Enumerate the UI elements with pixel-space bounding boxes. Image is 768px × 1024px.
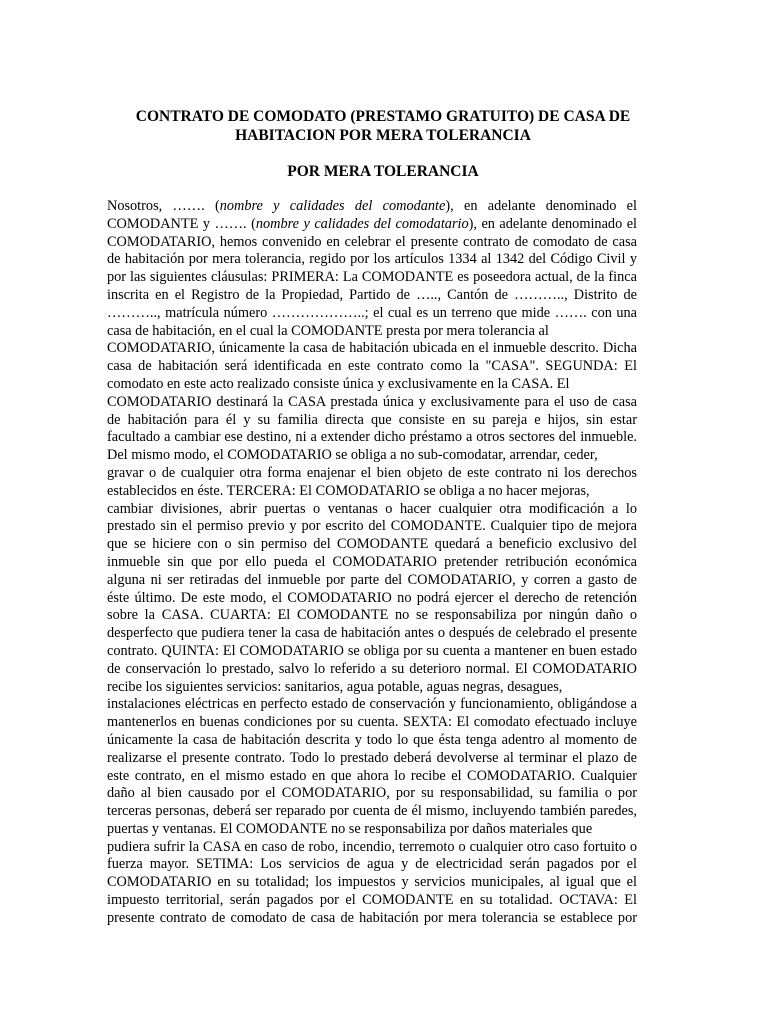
document-subtitle: POR MERA TOLERANCIA [287,163,479,180]
contract-line: realizarse el presente contrato. Todo lo prestado deberá devolverse al terminar el plazo de [107,749,637,766]
contract-line: daño al bien causado por el COMODATARIO, por su responsabilidad, su familia o por [107,785,637,802]
contract-line [107,216,637,234]
contract-line: facultado a cambiar ese destino, ni a extender dicho préstamo a otros sectores del inmueble. [107,429,637,446]
contract-text: COMODANTE y ……. ( [107,215,256,232]
contract-line: casa de habitación, en el cual la COMODANTE presta por mera tolerancia al [107,322,549,339]
contract-line: éste último. De este modo, el COMODATARIO no podrá ejercer el derecho de retención [107,589,637,606]
document-title [108,108,658,145]
contract-line: sobre la CASA. CUARTA: El COMODANTE no se responsabiliza por ningún daño o [107,607,637,624]
contract-line: COMODATARIO, hemos convenido en celebrar el presente contrato de comodato de casa [107,233,637,250]
contract-line: contrato. QUINTA: El COMODATARIO se obliga por su cuenta a mantener en buen estado [107,642,637,659]
contract-line: casa de habitación será identificada en este contrato como la "CASA". SEGUNDA: El [107,358,637,375]
contract-line: Del mismo modo, el COMODATARIO se obliga a no sub-comodatar, arrendar, ceder, [107,447,598,464]
contract-line: gravar o de cualquier otra forma enajenar el bien objeto de este contrato ni los derechos [107,464,637,481]
contract-text: ), en adelante denominado el [468,215,638,232]
contract-line: inscrita en el Registro de la Propiedad, Partido de ….., Cantón de ……….., Distrito de [107,286,637,303]
contract-line: comodato en este acto realizado consiste única y exclusivamente en la CASA. El [107,375,570,392]
contract-line: alguna ni ser retiradas del inmueble por parte del COMODATARIO, y corren a gasto de [107,571,637,588]
contract-line [107,198,637,216]
contract-line: fuerza mayor. SETIMA: Los servicios de agua y de electricidad serán pagados por el [107,856,637,873]
contract-placeholder-comodante: nombre y calidades del comodante [219,198,446,214]
contract-placeholder-comodatario: nombre y calidades del comodatario [255,215,469,232]
contract-line: de conservación lo prestado, salvo lo referido a su deterioro normal. El COMODATARIO [107,660,637,677]
contract-line: prestado sin el permiso previo y por escrito del COMODANTE. Cualquier tipo de mejora [107,518,637,535]
contract-line: mantenerlos en buenas condiciones por su cuenta. SEXTA: El comodato efectuado incluye [107,714,637,731]
contract-line: inmueble sin que por ello pueda el COMODATARIO pretender retribución económica [107,553,637,570]
contract-line: ……….., matrícula número ………………..; el cual es un terreno que mide ……. con una [107,304,637,321]
contract-line: COMODATARIO destinará la CASA prestada única y exclusivamente para el uso de casa [107,393,637,410]
contract-line: de habitación por mera tolerancia, regido por los artículos 1334 al 1342 del Código Civil y [107,251,637,268]
contract-text: Nosotros, ……. ( [107,198,220,214]
contract-line: desperfecto que pudiera tener la casa de habitación antes o después de celebrado el presente [107,625,637,642]
contract-line: puertas y ventanas. El COMODANTE no se responsabiliza por daños materiales que [107,820,593,837]
contract-line: establecidos en éste. TERCERA: El COMODATARIO se obliga a no hacer mejoras, [107,482,590,499]
contract-line: impuesto territorial, serán pagados por el COMODANTE en su totalidad. OCTAVA: El [107,892,637,909]
contract-line: COMODATARIO, únicamente la casa de habitación ubicada en el inmueble descrito. Dicha [107,340,637,357]
contract-line: por las siguientes cláusulas: PRIMERA: La COMODANTE es poseedora actual, de la finca [107,269,637,286]
contract-line: COMODATARIO en su totalidad; los impuestos y servicios municipales, al igual que el [107,874,637,891]
contract-line: recibe los siguientes servicios: sanitarios, agua potable, aguas negras, desagues, [107,678,563,695]
document-title-line-1: CONTRATO DE COMODATO (PRESTAMO GRATUITO) DE CASA DE [135,108,631,125]
contract-line: pudiera sufrir la CASA en caso de robo, incendio, terremoto o cualquier otro caso fortuito o [107,838,637,855]
contract-line: terceras personas, deberá ser reparado por cuenta de él mismo, incluyendo también paredes, [107,803,637,820]
contract-line: de habitación para él y su familia directa que consiste en su pareja e hijos, sin estar [107,411,637,428]
contract-line: únicamente la casa de habitación descrita y todo lo que ésta tenga adentro al momento de [107,731,637,748]
contract-line: presente contrato de comodato de casa de habitación por mera tolerancia se establece por [107,909,637,926]
contract-body [107,198,637,928]
contract-line: que se hiciere con o sin permiso del COMODANTE quedará a beneficio exclusivo del [107,536,637,553]
document-title-line-2: HABITACION POR MERA TOLERANCIA [235,126,531,144]
contract-line: este contrato, en el mismo estado en que ahora lo recibe el COMODATARIO. Cualquier [107,767,637,784]
contract-line: cambiar divisiones, abrir puertas o ventanas o hacer cualquier otra modificación a lo [107,500,637,517]
contract-text: ), en adelante denominado el [445,198,637,214]
contract-line: instalaciones eléctricas en perfecto estado de conservación y funcionamiento, obligándose a [107,696,637,713]
